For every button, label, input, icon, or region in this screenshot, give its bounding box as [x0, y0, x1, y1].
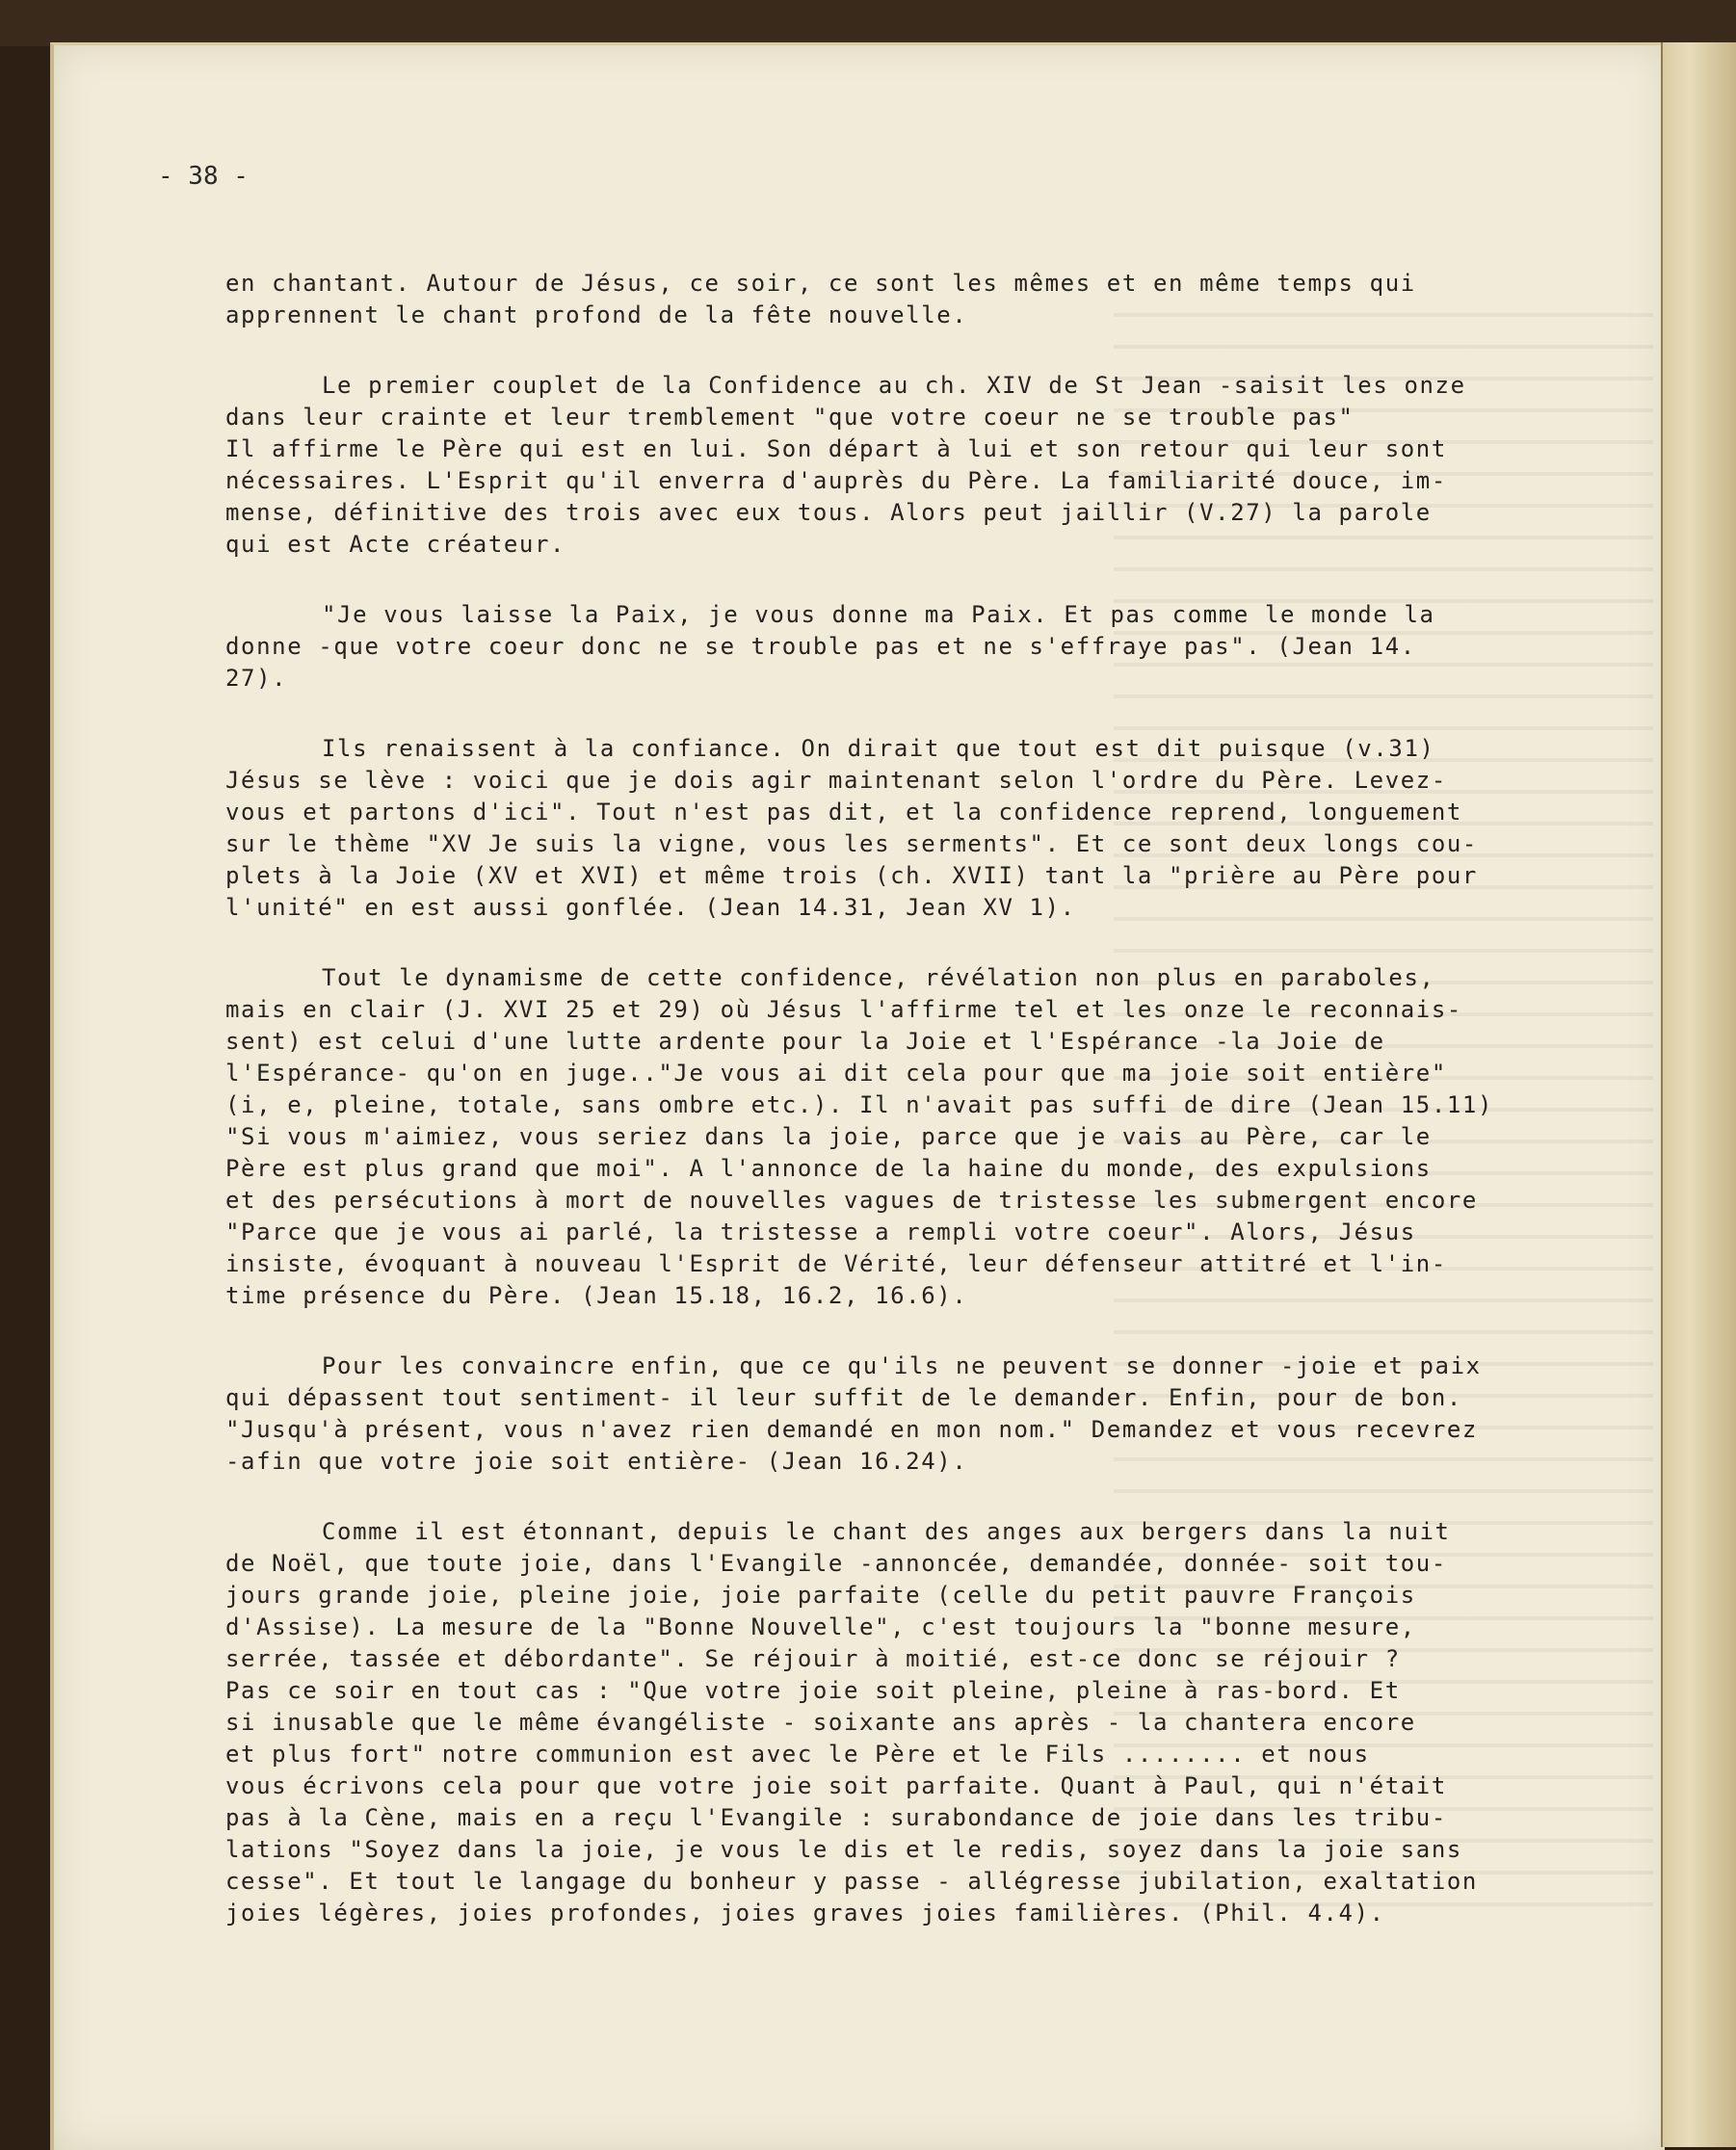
text-line: Le premier couplet de la Confidence au ch. XIV de St Jean -saisit les onze — [322, 372, 1466, 399]
text-line: vous écrivons cela pour que votre joie soit parfaite. Quant à Paul, qui n'était — [225, 1772, 1447, 1799]
text-line: vous et partons d'ici". Tout n'est pas dit, et la confidence reprend, longuement — [225, 799, 1462, 826]
text-line: et plus fort" notre communion est avec le Père et le Fils ........ et nous — [225, 1741, 1370, 1768]
text-line: pas à la Cène, mais en a reçu l'Evangile : surabondance de joie dans les tribu- — [225, 1804, 1447, 1831]
text-line: qui dépassent tout sentiment- il leur suffit de le demander. Enfin, pour de bon. — [225, 1384, 1462, 1411]
page-number: - 38 - — [158, 162, 249, 191]
text-line: sent) est celui d'une lutte ardente pour la Joie et l'Espérance -la Joie de — [225, 1028, 1385, 1055]
body-text — [225, 268, 1555, 1968]
text-line: "Jusqu'à présent, vous n'avez rien demandé en mon nom." Demandez et vous recevrez — [225, 1416, 1478, 1443]
paragraph-5 — [225, 962, 1555, 1312]
text-line: donne -que votre coeur donc ne se trouble pas et ne s'effraye pas". (Jean 14. — [225, 633, 1416, 660]
text-line: lations "Soyez dans la joie, je vous le dis et le redis, soyez dans la joie sans — [225, 1836, 1462, 1863]
text-line: "Parce que je vous ai parlé, la tristesse a rempli votre coeur". Alors, Jésus — [225, 1219, 1416, 1245]
text-line: Ils renaissent à la confiance. On dirait que tout est dit puisque (v.31) — [322, 735, 1435, 762]
text-line: mais en clair (J. XVI 25 et 29) où Jésus l'affirme tel et les onze le reconnais- — [225, 996, 1462, 1023]
paragraph-7 — [225, 1516, 1555, 1929]
text-line: qui est Acte créateur. — [225, 531, 566, 558]
paragraph-1 — [225, 268, 1555, 331]
text-line: -afin que votre joie soit entière- (Jean 16.24). — [225, 1448, 968, 1475]
text-line: jours grande joie, pleine joie, joie parfaite (celle du petit pauvre François — [225, 1582, 1416, 1609]
text-line: joies légères, joies profondes, joies graves joies familières. (Phil. 4.4). — [225, 1900, 1385, 1927]
text-line: d'Assise). La mesure de la "Bonne Nouvelle", c'est toujours la "bonne mesure, — [225, 1613, 1416, 1640]
text-line: Jésus se lève : voici que je dois agir maintenant selon l'ordre du Père. Levez- — [225, 767, 1447, 794]
text-line: "Si vous m'aimiez, vous seriez dans la joie, parce que je vais au Père, car le — [225, 1123, 1432, 1150]
text-line: Il affirme le Père qui est en lui. Son départ à lui et son retour qui leur sont — [225, 435, 1447, 462]
text-line: Pour les convaincre enfin, que ce qu'ils ne peuvent se donner -joie et paix — [322, 1352, 1482, 1379]
paragraph-3 — [225, 599, 1555, 695]
text-line: Pas ce soir en tout cas : "Que votre joie soit pleine, pleine à ras-bord. Et — [225, 1677, 1401, 1704]
text-line: dans leur crainte et leur tremblement "que votre coeur ne se trouble pas" — [225, 404, 1355, 431]
paragraph-2 — [225, 370, 1555, 561]
text-line: Comme il est étonnant, depuis le chant des anges aux bergers dans la nuit — [322, 1518, 1451, 1545]
text-line: sur le thème "XV Je suis la vigne, vous les serments". Et ce sont deux longs cou- — [225, 830, 1478, 857]
text-line: Tout le dynamisme de cette confidence, révélation non plus en paraboles, — [322, 964, 1435, 991]
text-line: plets à la Joie (XV et XVI) et même trois (ch. XVII) tant la "prière au Père pour — [225, 862, 1478, 889]
text-line: cesse". Et tout le langage du bonheur y passe - allégresse jubilation, exaltation — [225, 1868, 1478, 1895]
paragraph-6 — [225, 1350, 1555, 1478]
text-line: serrée, tassée et débordante". Se réjouir à moitié, est-ce donc se réjouir ? — [225, 1645, 1401, 1672]
text-line: (i, e, pleine, totale, sans ombre etc.). Il n'avait pas suffi de dire (Jean 15.11) — [225, 1091, 1494, 1118]
text-line: l'unité" en est aussi gonflée. (Jean 14.31, Jean XV 1). — [225, 894, 1076, 921]
text-line: de Noël, que toute joie, dans l'Evangile -annoncée, demandée, donnée- soit tou- — [225, 1550, 1447, 1577]
text-line: Père est plus grand que moi". A l'annonce de la haine du monde, des expulsions — [225, 1155, 1432, 1182]
text-line: et des persécutions à mort de nouvelles vagues de tristesse les submergent encore — [225, 1187, 1478, 1214]
text-line: nécessaires. L'Esprit qu'il enverra d'auprès du Père. La familiarité douce, im- — [225, 467, 1447, 494]
text-line: apprennent le chant profond de la fête nouvelle. — [225, 302, 968, 328]
paragraph-4 — [225, 733, 1555, 924]
text-line: insiste, évoquant à nouveau l'Esprit de Vérité, leur défenseur attitré et l'in- — [225, 1250, 1447, 1277]
text-line: en chantant. Autour de Jésus, ce soir, ce sont les mêmes et en même temps qui — [225, 270, 1416, 297]
text-line: si inusable que le même évangéliste - soixante ans après - la chantera encore — [225, 1709, 1416, 1736]
scan-background — [0, 0, 1736, 46]
text-line: 27). — [225, 665, 288, 692]
text-line: l'Espérance- qu'on en juge.."Je vous ai dit cela pour que ma joie soit entière" — [225, 1060, 1447, 1087]
text-line: mense, définitive des trois avec eux tous. Alors peut jaillir (V.27) la parole — [225, 499, 1432, 526]
text-line: time présence du Père. (Jean 15.18, 16.2, 16.6). — [225, 1282, 968, 1309]
text-line: "Je vous laisse la Paix, je vous donne ma Paix. Et pas comme le monde la — [322, 601, 1435, 628]
next-page-edge — [1661, 42, 1736, 2147]
